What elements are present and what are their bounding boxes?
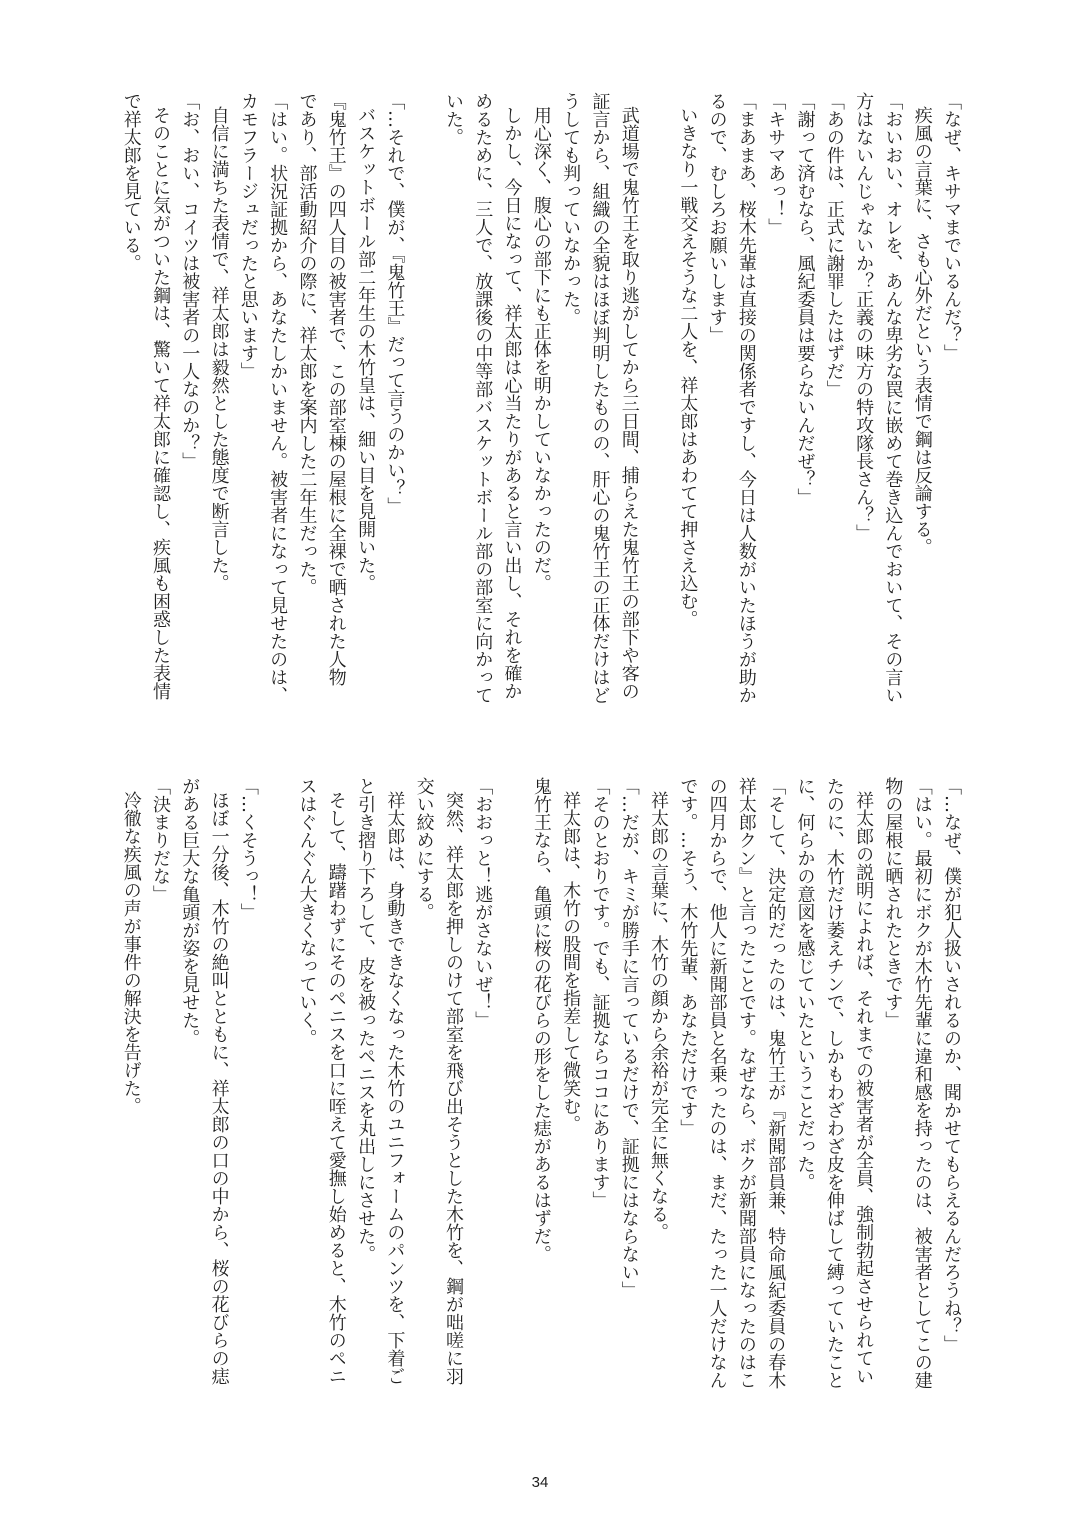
text-line: がある巨大な亀頭が姿を見せた。: [179, 777, 201, 1047]
text-line: 「謝って済むなら、風紀委員は要らないんだぜ？」: [794, 92, 816, 506]
upper-text-block: [116, 92, 966, 707]
text-line: 疾風の言葉に、さも心外だという表情で鋼は反論する。: [911, 105, 933, 556]
text-line: 祥太郎の言葉に、木竹の顔から余裕が完全に無くなる。: [648, 790, 670, 1241]
text-line: であり、部活動紹介の際に、祥太郎を案内した二年生だった。: [296, 92, 318, 596]
text-line: 祥太郎の説明によれば、それまでの被害者が全員、強制勃起させられてい: [853, 790, 875, 1385]
text-line: 「まあまあ、桜木先輩は直接の関係者ですし、今日は人数がいたほうが助か: [735, 92, 757, 704]
text-line: 「お、おい、コイツは被害者の一人なのか？」: [179, 92, 201, 470]
text-line: うしても判っていなかった。: [560, 92, 582, 326]
text-line: 証言から、組織の全貌はほぼ判明したものの、肝心の鬼竹王の正体だけはど: [589, 92, 611, 704]
text-line: 「おおっと！逃がさないぜ！」: [472, 777, 494, 1029]
text-line: 「決まりだな」: [149, 777, 171, 903]
text-line: 「おいおい、オレを、あんな卑劣な罠に嵌めて巻き込んでおいて、その言い: [882, 92, 904, 704]
paragraph-gap: [644, 92, 673, 707]
text-line: そして、躊躇わずにそのペニスを口に咥えて愛撫し始めると、木竹のペニ: [325, 790, 347, 1385]
text-line: に、何らかの意図を感じていたということだった。: [794, 777, 816, 1191]
text-line: 「キサマあっ！」: [765, 92, 787, 236]
text-line: 物の屋根に晒されたときです」: [882, 777, 904, 1029]
paragraph-gap: [409, 92, 438, 707]
text-line: の四月からで、他人に新聞部員と名乗ったのは、まだ、たった一人だけなん: [706, 777, 728, 1389]
text-line: です。…そう、木竹先輩、あなただけです」: [677, 777, 699, 1137]
text-line: いきなり一戦交えそうな二人を、祥太郎はあわてて押さえ込む。: [677, 105, 699, 628]
text-line: 「…なぜ、僕が犯人扱いされるのか、聞かせてもらえるんだろうね？」: [941, 777, 962, 1353]
text-line: 「そして、決定的だったのは、鬼竹王が『新聞部員兼、特命風紀委員の春木: [765, 777, 787, 1389]
text-line: バスケットボール部二年生の木竹皇は、細い目を見開いた。: [355, 105, 377, 592]
text-line: 祥太郎は、身動きできなくなった木竹のユニフォームのパンツを、下着ご: [384, 790, 406, 1385]
text-line: 「はい。最初にボクが木竹先輩に違和感を持ったのは、被害者としてこの建: [911, 777, 933, 1389]
text-line: ほぼ一分後、木竹の絶叫とともに、祥太郎の口の中から、桜の花びらの痣: [208, 790, 230, 1385]
text-line: 用心深く、腹心の部下にも正体を明かしていなかったのだ。: [530, 105, 552, 592]
paragraph-gap: [263, 777, 292, 1392]
text-line: 「はい。状況証拠から、あなたしかいません。被害者になって見せたのは、: [267, 92, 289, 704]
text-line: いた。: [442, 92, 464, 146]
text-line: 鬼竹王なら、亀頭に桜の花びらの形をした痣があるはずだ。: [530, 777, 552, 1263]
text-line: 冷徹な疾風の声が事件の解決を告げた。: [120, 790, 142, 1115]
text-line: 「そのとおりです。でも、証拠ならココにあります」: [589, 777, 611, 1209]
text-line: るので、むしろお願いします」: [706, 92, 728, 344]
text-line: 「…それで、僕が、『鬼竹王』だって言うのかい？」: [384, 92, 406, 515]
text-line: しかし、今日になって、祥太郎は心当たりがあると言い出し、それを確か: [501, 105, 523, 700]
text-line: 交い絞めにする。: [413, 777, 435, 921]
text-line: で祥太郎を見ている。: [120, 92, 142, 272]
text-line: カモフラージュだったと思います」: [237, 92, 259, 380]
text-line: 「あの件は、正式に謝罪したはずだ」: [823, 92, 845, 398]
text-line: 祥太郎は、木竹の股間を指差して微笑む。: [560, 790, 582, 1133]
text-line: 突然、祥太郎を押しのけて部室を飛び出そうとした木竹を、鋼が咄嗟に羽: [442, 790, 464, 1385]
text-line: と引き摺り下ろして、皮を被ったペニスを丸出しにさせた。: [355, 777, 377, 1263]
text-line: 祥太郎クン』と言ったことです。なぜなら、ボクが新聞部員になったのはこ: [735, 777, 757, 1389]
text-line: 「…だが、キミが勝手に言っているだけで、証拠にはならない」: [618, 777, 640, 1299]
text-line: スはぐんぐん大きくなっていく。: [296, 777, 318, 1047]
paragraph-gap: [497, 777, 526, 1392]
text-line: そのことに気がついた鋼は、驚いて祥太郎に確認し、疾風も困惑した表情: [149, 105, 171, 700]
text-line: 武道場で鬼竹王を取り逃がしてから三日間、捕らえた鬼竹王の部下や客の: [618, 105, 640, 700]
text-line: 『鬼竹王』の四人目の被害者で、この部室棟の屋根に全裸で晒された人物: [325, 92, 347, 686]
text-line: めるために、三人で、放課後の中等部バスケットボール部の部室に向かって: [472, 92, 494, 704]
text-line: 「…くそうっ！」: [237, 777, 259, 921]
text-line: 自信に満ちた表情で、祥太郎は毅然とした態度で断言した。: [208, 105, 230, 592]
text-line: 「なぜ、キサマまでいるんだ？」: [941, 92, 962, 362]
text-line: たのに、木竹だけ萎えチンで、しかもわざわざ皮を伸ばして縛っていたこと: [823, 777, 845, 1389]
lower-text-block: [116, 777, 966, 1392]
text-line: 方はないんじゃないか？正義の味方の特攻隊長さん？」: [853, 92, 875, 542]
page-number: 34: [531, 1474, 549, 1491]
